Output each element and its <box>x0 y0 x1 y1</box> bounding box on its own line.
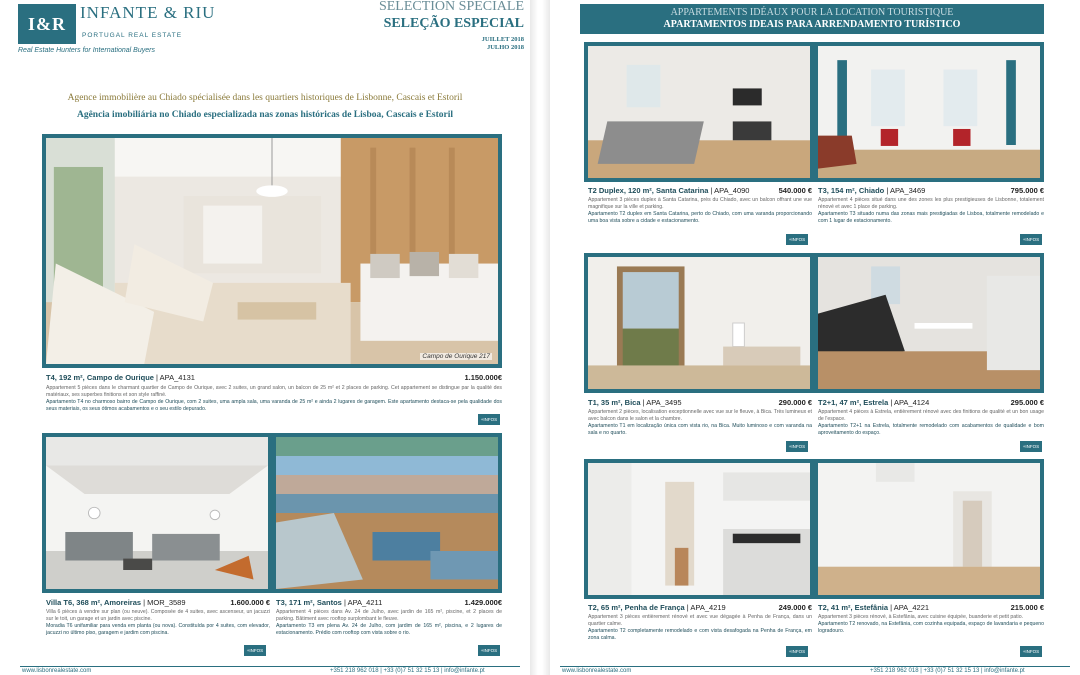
listing-ref: MOR_3589 <box>147 598 186 607</box>
listing-price: 540.000 € <box>778 186 812 195</box>
listing-description-pt: Apartamento T1 em localização única com vista rio, na Bica. Muito luminoso e com varanda na sala e no quarto. <box>588 423 812 436</box>
date-pt: JULHO 2018 <box>486 44 524 51</box>
listing-title: T2, 65 m², Penha de França <box>588 603 685 612</box>
listing-description-pt: Apartamento T3 em plena Av. 24 de Julho, com jardim de 165 m², piscina, e 2 lugares de estacionamento. Prédio com rooftop com vista sobre o rio. <box>276 623 502 636</box>
listing-ref: APA_3469 <box>889 186 926 195</box>
listing-photo-chiado[interactable] <box>814 42 1044 182</box>
listing-title: T2 Duplex, 120 m², Santa Catarina <box>588 186 709 195</box>
listing-photo-santa-catarina[interactable] <box>584 42 814 182</box>
listing-title-row: Villa T6, 368 m², Amoreiras | MOR_3589 1.600.000 € <box>46 598 270 607</box>
listing-description <box>588 614 812 642</box>
listing-description-fr: Appartement 2 pièces, localisation exceptionnelle avec vue sur le fleuve, à Bica. Très lumineux et avec balcon dans le salon et la chambre. <box>588 409 812 422</box>
listing-description-fr: Appartement 3 pièces entièrement rénové et avec vue dégagée à Penha de França, dans un quartier calme. <box>588 614 812 627</box>
listing-title: T1, 35 m², Bica <box>588 398 641 407</box>
listing-title-row: T3, 171 m², Santos | APA_4211 1.429.000€ <box>276 598 502 607</box>
duplex-living-photo <box>588 46 810 178</box>
more-info-button[interactable]: +INFOS <box>1020 646 1042 657</box>
listing-description <box>818 409 1044 437</box>
agency-description-pt: Agência imobiliária no Chiado especializada nas zonas históricas de Lisboa, Cascais e Estoril <box>76 110 454 120</box>
listing-description <box>46 609 270 637</box>
logo-text: I&R <box>28 13 66 34</box>
living-room-photo <box>46 138 498 364</box>
footer-website[interactable]: www.lisbonrealestate.com <box>22 668 92 674</box>
listing-description-pt: Apartamento T2 completamente remodelado e com vista desafogada na Penha de França, em zona calma. <box>588 628 812 641</box>
footer-website[interactable]: www.lisbonrealestate.com <box>562 668 632 674</box>
listing-description <box>46 385 502 413</box>
listing-description <box>588 409 812 437</box>
listing-description-fr: Appartement 5 pièces dans le charmant quartier de Campo de Ourique, avec 2 suites, un grand salon, un balcon de 25 m² et 2 places de parking. Cet appartement se distingue par la qualité des matériaux, ses superbes finitions et son style raffiné. <box>46 385 502 398</box>
brand-name: INFANTE & RIU <box>80 3 216 22</box>
footer-divider <box>20 666 520 667</box>
listing-title: T3, 171 m², Santos <box>276 598 342 607</box>
bica-window-photo <box>588 257 810 389</box>
listing-title: T2+1, 47 m², Estrela <box>818 398 889 407</box>
listing-photo-bica[interactable] <box>584 253 814 393</box>
banner-title-pt: APARTAMENTOS IDEAIS PARA ARRENDAMENTO TURÍSTICO <box>663 19 961 30</box>
listing-description-fr: Villa 6 pièces à vendre sur plan (ou neuve). Composée de 4 suites, avec ascenseur, un jacuzzi sur le toit, un garage et un jardin avec piscine. <box>46 609 270 622</box>
listing-photo-penha-de-franca[interactable] <box>584 459 814 599</box>
more-info-button[interactable]: +INFOS <box>1020 234 1042 245</box>
date-fr: JUILLET 2018 <box>481 36 524 43</box>
listing-ref: APA_4131 <box>159 373 195 382</box>
listing-description <box>818 197 1044 225</box>
listing-description-fr: Appartement 3 pièces rénové, à Estefânia, avec cuisine équipée, buanderie et petit patio. <box>818 614 1024 620</box>
listing-price: 295.000 € <box>1010 398 1044 407</box>
listing-description <box>818 614 1044 635</box>
banner-title-fr: APPARTEMENTS IDÉAUX POUR LA LOCATION TOURISTIQUE <box>670 7 954 18</box>
listing-price: 795.000 € <box>1010 186 1044 195</box>
listing-price: 290.000 € <box>778 398 812 407</box>
photo-caption: Campo de Ourique 217 <box>422 353 490 360</box>
more-info-button[interactable]: +INFOS <box>244 645 266 656</box>
listing-photo-estefania[interactable] <box>814 459 1044 599</box>
listing-title: Villa T6, 368 m², Amoreiras <box>46 598 142 607</box>
listing-title-row: T2, 65 m², Penha de França | APA_4219 249.000 € <box>588 603 812 612</box>
listing-title-row: T1, 35 m², Bica | APA_3495 290.000 € <box>588 398 812 407</box>
listing-title: T3, 154 m², Chiado <box>818 186 885 195</box>
listing-ref: APA_4090 <box>714 186 750 195</box>
listing-description-fr: Appartement 4 pièces à Estrela, entièrement rénové avec des finitions de qualité et un bon usage de l'espace. <box>818 409 1044 422</box>
tagline: Real Estate Hunters for International Buyers <box>18 47 155 54</box>
more-info-button[interactable]: +INFOS <box>786 234 808 245</box>
listing-ref: APA_4124 <box>893 398 930 407</box>
listing-title-row: T2, 41 m², Estefânia | APA_4221 215.000 € <box>818 603 1044 612</box>
listing-description-pt: Apartamento T2+1 na Estrela, totalmente remodelado com acabamentos de qualidade e bom aproveitamento do espaço. <box>818 423 1044 436</box>
listing-photo-amoreiras[interactable] <box>42 433 272 593</box>
listing-title-row: T3, 154 m², Chiado | APA_3469 795.000 € <box>818 186 1044 195</box>
selection-title-fr: SELECTION SPECIALE <box>378 0 524 14</box>
listing-ref: APA_4211 <box>347 598 383 607</box>
listing-description-fr: Appartement 4 pièces situé dans une des zones les plus prestigieuses de Lisbonne, totalement rénové et avec 1 place de parking. <box>818 197 1044 210</box>
listing-title: T4, 192 m², Campo de Ourique <box>46 373 154 382</box>
villa-interior-photo <box>46 437 268 589</box>
more-info-button[interactable]: +INFOS <box>786 646 808 657</box>
brand-subtitle: PORTUGAL REAL ESTATE <box>82 32 183 39</box>
chiado-living-photo <box>818 46 1040 178</box>
listing-description <box>276 609 502 637</box>
agency-description-fr: Agence immobilière au Chiado spécialisée dans les quartiers historiques de Lisbonne, Cascais et Estoril <box>67 93 463 103</box>
selection-title-pt: SELEÇÃO ESPECIAL <box>383 16 524 31</box>
listing-description-fr: Appartement 4 pièces dans Av. 24 de Julho, avec jardin de 165 m², piscine, et 2 places de parking. Bâtiment avec rooftop surplombant le fleuve. <box>276 609 502 622</box>
more-info-button[interactable]: +INFOS <box>1020 441 1042 452</box>
listing-description-pt: Apartamento T4 no charmoso bairro de Campo de Ourique, com 2 suites, uma ampla sala, uma varanda de 25 m² e ainda 2 lugares de garagem. Este apartamento destaca-se pela qualidade dos seus materiais, os seus ótimos acabamentos e o seu estilo depurado. <box>46 399 502 412</box>
listing-ref: APA_3495 <box>646 398 682 407</box>
listing-ref: APA_4219 <box>690 603 726 612</box>
listing-photo-campo-de-ourique[interactable] <box>42 134 502 368</box>
listing-price: 1.600.000 € <box>230 598 270 607</box>
listing-description <box>588 197 812 225</box>
footer-divider <box>560 666 1070 667</box>
estrela-dining-photo <box>818 257 1040 389</box>
left-page <box>0 0 530 675</box>
listing-title: T2, 41 m², Estefânia <box>818 603 889 612</box>
listing-description-fr: Appartement 3 pièces duplex à Santa Catarina, près du Chiado, avec un balcon offrant une vue magnifique sur la ville et parking. <box>588 197 812 210</box>
more-info-button[interactable]: +INFOS <box>478 645 500 656</box>
listing-photo-estrela[interactable] <box>814 253 1044 393</box>
section-banner <box>580 4 1044 34</box>
listing-price: 1.150.000€ <box>464 373 502 382</box>
listing-ref: APA_4221 <box>893 603 930 612</box>
listing-price: 1.429.000€ <box>464 598 502 607</box>
listing-description-pt: Moradia T6 unifamiliar para venda em planta (ou nova). Constituída por 4 suites, com elevador, jacuzzi no último piso, garagem e jardim com piscina. <box>46 623 270 636</box>
listing-price: 215.000 € <box>1010 603 1044 612</box>
penha-kitchen-photo <box>588 463 810 595</box>
more-info-button[interactable]: +INFOS <box>478 414 500 425</box>
page-gutter <box>530 0 550 675</box>
listing-title-row: T2 Duplex, 120 m², Santa Catarina | APA_4090 540.000 € <box>588 186 812 195</box>
listing-description-pt: Apartamento T2 renovado, na Estefânia, com cozinha equipada, espaço de lavandaria e pequeno logradouro. <box>818 621 1044 634</box>
right-page <box>550 0 1080 675</box>
footer-contact: +351 218 962 018 | +33 (0)7 51 32 15 13 | info@infante.pt <box>330 668 485 674</box>
logo <box>18 4 76 44</box>
listing-photo-santos[interactable] <box>272 433 502 593</box>
listing-description-pt: Apartamento T3 situado numa das zonas mais prestigiadas de Lisboa, totalmente remodelado e com 1 lugar de estacionamento. <box>818 211 1044 224</box>
listing-title-row: T2+1, 47 m², Estrela | APA_4124 295.000 € <box>818 398 1044 407</box>
more-info-button[interactable]: +INFOS <box>786 441 808 452</box>
listing-price: 249.000 € <box>778 603 812 612</box>
listing-title-row: T4, 192 m², Campo de Ourique | APA_4131 1.150.000€ <box>46 373 502 382</box>
listing-description-pt: Apartamento T2 duplex em Santa Catarina, perto do Chiado, com uma varanda proporcionando uma boa vista sobre a cidade e estacionamento. <box>588 211 812 224</box>
footer-contact: +351 218 962 018 | +33 (0)7 51 32 15 13 | info@infante.pt <box>870 668 1025 674</box>
rooftop-terrace-photo <box>276 437 498 589</box>
estefania-room-photo <box>818 463 1040 595</box>
